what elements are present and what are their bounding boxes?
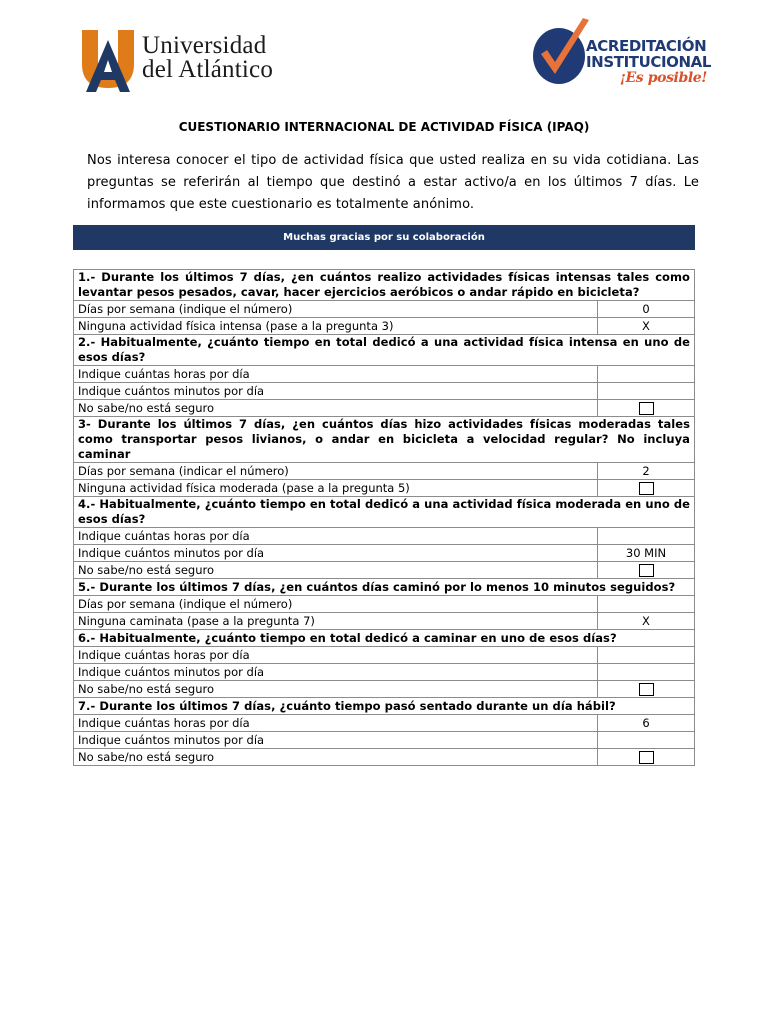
checkbox[interactable] xyxy=(639,751,654,764)
answer-label: Indique cuántos minutos por día xyxy=(74,732,598,749)
question-text: 6.- Habitualmente, ¿cuánto tiempo en total dedicó a caminar en uno de esos días? xyxy=(74,630,695,647)
answer-row xyxy=(74,749,695,766)
question-row xyxy=(74,497,695,528)
answer-label: No sabe/no está seguro xyxy=(74,681,598,698)
answer-cell xyxy=(598,562,695,579)
university-name xyxy=(142,34,273,82)
answer-label: No sabe/no está seguro xyxy=(74,400,598,417)
answer-value[interactable] xyxy=(598,596,695,613)
answer-row xyxy=(74,681,695,698)
acreditacion-text xyxy=(586,38,711,86)
answer-label: Indique cuántos minutos por día xyxy=(74,383,598,400)
checkbox[interactable] xyxy=(639,683,654,696)
answer-label: Indique cuántos minutos por día xyxy=(74,545,598,562)
answer-value[interactable] xyxy=(598,732,695,749)
question-text: 4.- Habitualmente, ¿cuánto tiempo en total dedicó a una actividad física moderada en uno de esos días? xyxy=(74,497,695,528)
universidad-atlantico-logo xyxy=(78,26,288,96)
university-name-line2: del Atlántico xyxy=(142,56,274,83)
page-header xyxy=(0,0,768,110)
answer-value[interactable]: X xyxy=(598,613,695,630)
answer-label: Indique cuántas horas por día xyxy=(74,366,598,383)
answer-row xyxy=(74,480,695,497)
answer-value[interactable] xyxy=(598,366,695,383)
answer-row xyxy=(74,664,695,681)
question-text: 2.- Habitualmente, ¿cuánto tiempo en total dedicó a una actividad física intensa en uno de esos días? xyxy=(74,335,695,366)
question-text: 7.- Durante los últimos 7 días, ¿cuánto tiempo pasó sentado durante un día hábil? xyxy=(74,698,695,715)
answer-cell xyxy=(598,480,695,497)
question-row xyxy=(74,579,695,596)
checkbox[interactable] xyxy=(639,564,654,577)
answer-cell xyxy=(598,400,695,417)
document-title: CUESTIONARIO INTERNACIONAL DE ACTIVIDAD FÍSICA (IPAQ) xyxy=(178,120,590,134)
question-text: 3- Durante los últimos 7 días, ¿en cuántos días hizo actividades físicas moderadas tales como transportar pesos livianos, o andar en bicicleta a velocidad regular? No incluya caminar xyxy=(74,417,695,463)
answer-value[interactable] xyxy=(598,664,695,681)
question-text: 5.- Durante los últimos 7 días, ¿en cuántos días caminó por lo menos 10 minutos seguidos? xyxy=(74,579,695,596)
answer-label: Días por semana (indique el número) xyxy=(74,301,598,318)
acreditacion-slogan: ¡Es posible! xyxy=(619,70,708,86)
answer-label: No sabe/no está seguro xyxy=(74,562,598,579)
answer-row xyxy=(74,613,695,630)
answer-label: Indique cuántas horas por día xyxy=(74,528,598,545)
answer-label: Indique cuántos minutos por día xyxy=(74,664,598,681)
questionnaire-table xyxy=(73,269,695,766)
answer-row xyxy=(74,545,695,562)
answer-label: No sabe/no está seguro xyxy=(74,749,598,766)
answer-row xyxy=(74,528,695,545)
answer-cell xyxy=(598,681,695,698)
answer-value[interactable]: 6 xyxy=(598,715,695,732)
answer-row xyxy=(74,596,695,613)
answer-label: Indique cuántas horas por día xyxy=(74,647,598,664)
question-row xyxy=(74,698,695,715)
answer-row xyxy=(74,463,695,480)
question-row xyxy=(74,417,695,463)
checkmark-badge-icon xyxy=(531,16,593,88)
answer-label: Ninguna caminata (pase a la pregunta 7) xyxy=(74,613,598,630)
answer-value[interactable]: 2 xyxy=(598,463,695,480)
answer-row xyxy=(74,715,695,732)
university-name-line1: Universidad xyxy=(142,32,267,59)
answer-row xyxy=(74,383,695,400)
acreditacion-line2: INSTITUCIONAL xyxy=(586,53,712,71)
ua-monogram-icon xyxy=(78,26,138,94)
question-text: 1.- Durante los últimos 7 días, ¿en cuántos realizo actividades físicas intensas tales como levantar pesos pesados, cavar, hacer ejercicios aeróbicos o andar rápido en bicicleta? xyxy=(74,270,695,301)
acreditacion-logo xyxy=(531,16,712,94)
answer-cell xyxy=(598,749,695,766)
question-row xyxy=(74,335,695,366)
acreditacion-line1: ACREDITACIÓN xyxy=(586,37,707,55)
thanks-banner: Muchas gracias por su colaboración xyxy=(73,225,695,250)
answer-row xyxy=(74,647,695,664)
question-row xyxy=(74,630,695,647)
intro-paragraph: Nos interesa conocer el tipo de actividad física que usted realiza en su vida cotidiana. Las preguntas se referirán al tiempo que destinó a estar activo/a en los últimos 7 días. Le informamos que este cuestionario es totalmente anónimo. xyxy=(87,153,699,212)
answer-value[interactable]: 30 MIN xyxy=(598,545,695,562)
checkbox[interactable] xyxy=(639,482,654,495)
question-row xyxy=(74,270,695,301)
answer-row xyxy=(74,562,695,579)
answer-value[interactable] xyxy=(598,383,695,400)
answer-row xyxy=(74,301,695,318)
answer-value[interactable] xyxy=(598,647,695,664)
checkbox[interactable] xyxy=(639,402,654,415)
answer-row xyxy=(74,400,695,417)
answer-label: Indique cuántas horas por día xyxy=(74,715,598,732)
answer-label: Ninguna actividad física intensa (pase a la pregunta 3) xyxy=(74,318,598,335)
answer-row xyxy=(74,318,695,335)
answer-label: Ninguna actividad física moderada (pase a la pregunta 5) xyxy=(74,480,598,497)
answer-row xyxy=(74,732,695,749)
answer-row xyxy=(74,366,695,383)
answer-value[interactable]: X xyxy=(598,318,695,335)
answer-label: Días por semana (indicar el número) xyxy=(74,463,598,480)
answer-value[interactable] xyxy=(598,528,695,545)
answer-label: Días por semana (indique el número) xyxy=(74,596,598,613)
answer-value[interactable]: 0 xyxy=(598,301,695,318)
